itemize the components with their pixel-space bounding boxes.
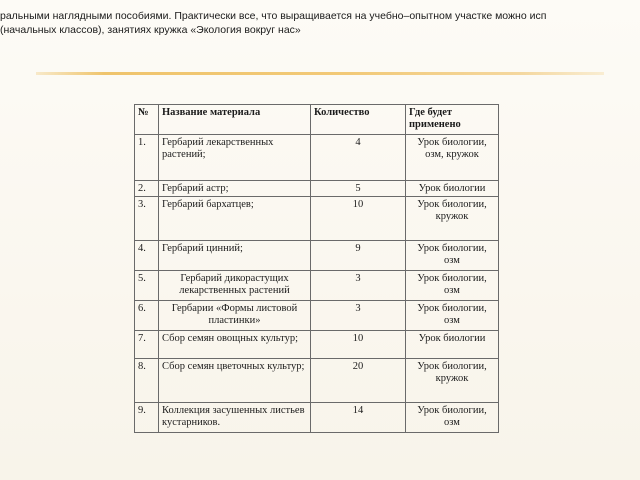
row-qty: 10 [311, 331, 406, 359]
row-qty: 20 [311, 359, 406, 403]
row-place: Урок биологии, кружок [406, 359, 499, 403]
row-qty: 4 [311, 135, 406, 181]
decorative-divider [36, 72, 604, 75]
row-place: Урок биологии [406, 331, 499, 359]
table-row [135, 271, 499, 301]
row-name: Гербарий лекарственных растений; [159, 135, 311, 181]
row-name: Гербарий цинний; [159, 241, 311, 271]
intro-text [0, 9, 640, 37]
row-name: Гербарий бархатцев; [159, 197, 311, 241]
row-qty: 3 [311, 301, 406, 331]
row-num: 5. [135, 271, 159, 301]
row-num: 9. [135, 403, 159, 433]
row-name: Сбор семян цветочных культур; [159, 359, 311, 403]
intro-line-2: (начальных классов), занятиях кружка «Экология вокруг нас» [0, 24, 301, 36]
header-place: Где будет применено [406, 105, 499, 135]
row-qty: 9 [311, 241, 406, 271]
row-place: Урок биологии, озм [406, 271, 499, 301]
materials-table [134, 104, 499, 433]
row-name: Гербарий дикорастущих лекарственных растений [159, 271, 311, 301]
row-place: Урок биологии, озм [406, 301, 499, 331]
row-num: 1. [135, 135, 159, 181]
row-num: 3. [135, 197, 159, 241]
table-header-row [135, 105, 499, 135]
table-row [135, 241, 499, 271]
table-row [135, 331, 499, 359]
row-num: 4. [135, 241, 159, 271]
header-num: № [135, 105, 159, 135]
row-name: Сбор семян овощных культур; [159, 331, 311, 359]
row-num: 8. [135, 359, 159, 403]
row-num: 6. [135, 301, 159, 331]
header-qty: Количество [311, 105, 406, 135]
row-qty: 10 [311, 197, 406, 241]
intro-line-1: ральными наглядными пособиями. Практически все, что выращивается на учебно–опытном участке можно исп [0, 10, 547, 22]
row-qty: 3 [311, 271, 406, 301]
row-name: Коллекция засушенных листьев кустарников. [159, 403, 311, 433]
table-row [135, 181, 499, 197]
table-row [135, 135, 499, 181]
row-qty: 14 [311, 403, 406, 433]
row-num: 2. [135, 181, 159, 197]
table-row [135, 403, 499, 433]
row-place: Урок биологии, озм, кружок [406, 135, 499, 181]
row-place: Урок биологии, кружок [406, 197, 499, 241]
row-name: Гербарии «Формы листовой пластинки» [159, 301, 311, 331]
row-place: Урок биологии, озм [406, 403, 499, 433]
table-row [135, 301, 499, 331]
row-qty: 5 [311, 181, 406, 197]
table-row [135, 197, 499, 241]
row-name: Гербарий астр; [159, 181, 311, 197]
row-num: 7. [135, 331, 159, 359]
row-place: Урок биологии, озм [406, 241, 499, 271]
table-row [135, 359, 499, 403]
row-place: Урок биологии [406, 181, 499, 197]
header-name: Название материала [159, 105, 311, 135]
